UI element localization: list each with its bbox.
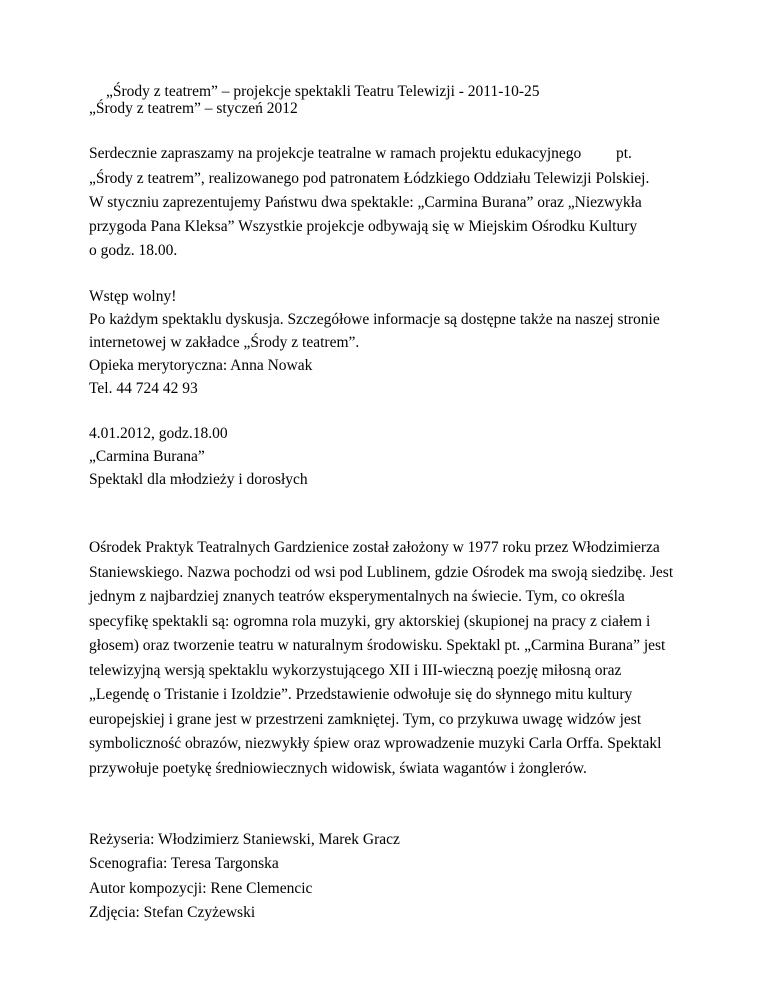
intro-line: W styczniu zaprezentujemy Państwu dwa spektakle: „Carmina Burana” oraz „Niezwykła [89,194,642,211]
event-date: 4.01.2012, godz.18.00 [89,425,228,442]
info-line: Opieka merytoryczna: Anna Nowak [89,357,313,374]
credit-line: Autor kompozycji: Rene Clemencic [89,880,313,897]
header-title: „Środy z teatrem” – projekcje spektakli Teatru Telewizji - 2011-10-25 [106,83,540,100]
description-line: europejskiej i grane jest w przestrzeni zamkniętej. Tym, co przykuwa uwagę widzów jest [89,711,642,728]
info-line: Po każdym spektaklu dyskusja. Szczegółowe informacje są dostępne także na naszej stronie [89,311,660,328]
description-line: jednym z najbardziej znanych teatrów eksperymentalnych na świecie. Tym, co określa [89,588,625,605]
description-line: „Legendę o Tristanie i Izoldzie”. Przedstawienie odwołuje się do słynnego mitu kultury [89,686,633,703]
description-line: telewizyjną wersją spektaklu wykorzystującego XII i III-wieczną poezję miłosną oraz [89,662,622,679]
event-audience: Spektakl dla młodzieży i dorosłych [89,471,308,488]
intro-line: Serdecznie zapraszamy na projekcje teatralne w ramach projektu edukacyjnego [89,145,582,162]
info-line: Tel. 44 724 42 93 [89,380,198,397]
description-line: głosem) oraz tworzenie teatru w naturalnym środowisku. Spektakl pt. „Carmina Burana” jest [89,637,666,654]
description-line: symboliczność obrazów, niezwykły śpiew oraz wprowadzenie muzyki Carla Orffa. Spektakl [89,735,662,752]
description-line: Ośrodek Praktyk Teatralnych Gardzienice został założony w 1977 roku przez Włodzimierza [89,539,660,556]
header-subtitle: „Środy z teatrem” – styczeń 2012 [89,100,298,117]
credit-line: Reżyseria: Włodzimierz Staniewski, Marek Gracz [89,831,400,848]
intro-line: „Środy z teatrem”, realizowanego pod patronatem Łódzkiego Oddziału Telewizji Polskiej. [89,170,650,187]
intro-line: przygoda Pana Kleksa” Wszystkie projekcje odbywają się w Miejskim Ośrodku Kultury [89,218,638,235]
credit-line: Scenografia: Teresa Targonska [89,855,279,872]
credit-line: Zdjęcia: Stefan Czyżewski [89,904,256,921]
description-line: Staniewskiego. Nazwa pochodzi od wsi pod Lublinem, gdzie Ośrodek ma swoją siedzibę. Jest [89,564,674,581]
description-line: specyfikę spektakli są: ogromna rola muzyki, gry aktorskiej (skupionej na pracy z ciałem i [89,613,651,630]
description-line: przywołuje poetykę średniowiecznych widowisk, świata wagantów i żonglerów. [89,760,587,777]
info-line: Wstęp wolny! [89,288,177,305]
event-title: „Carmina Burana” [89,448,205,465]
intro-line: o godz. 18.00. [89,242,178,259]
intro-line-suffix: pt. [616,145,632,162]
info-line: internetowej w zakładce „Środy z teatrem”. [89,334,360,351]
